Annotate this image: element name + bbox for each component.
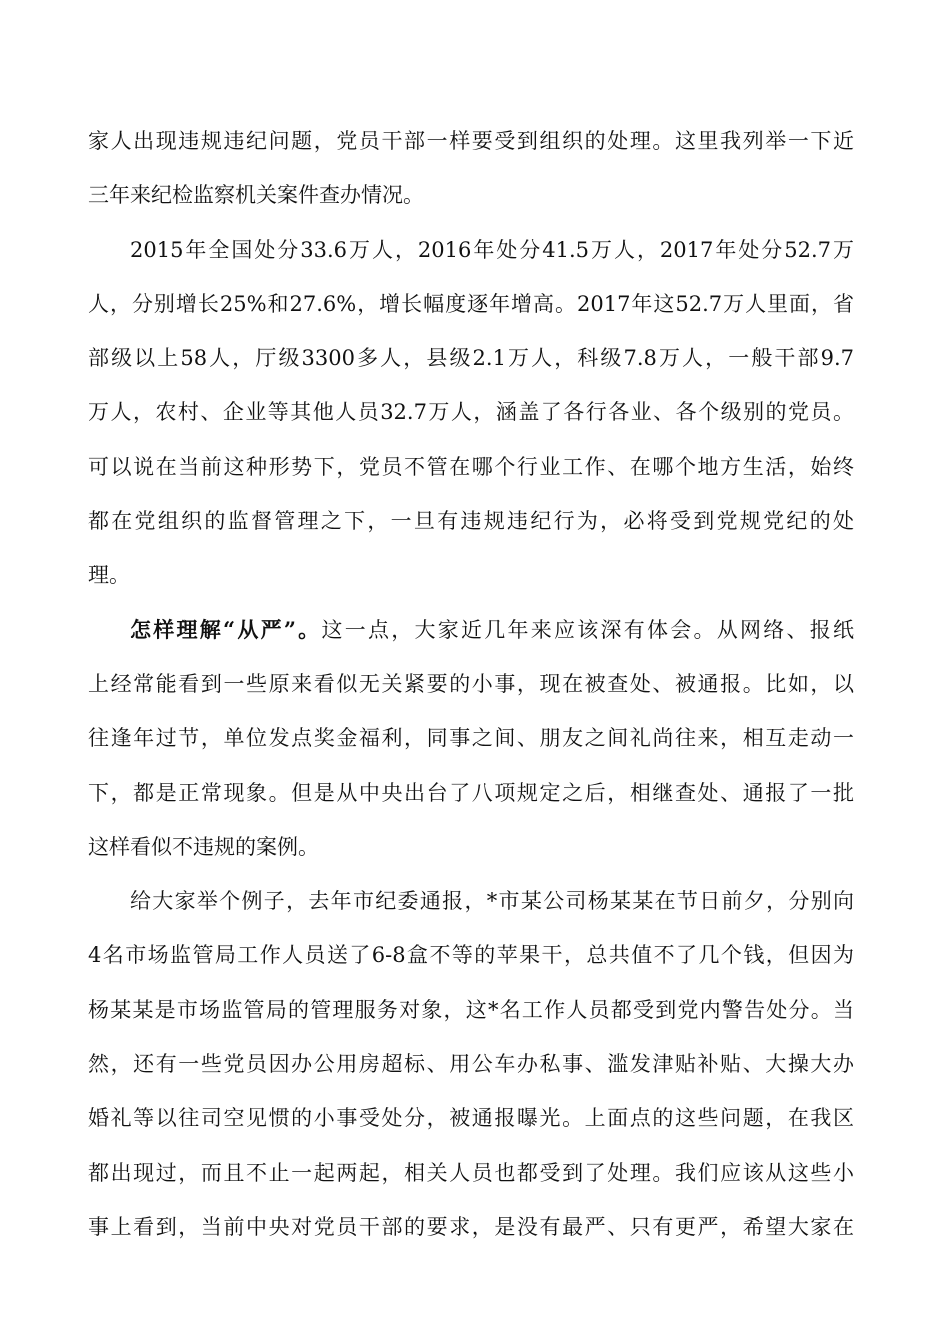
text-line: 上经常能看到一些原来看似无关紧要的小事，现在被查处、被通报。比如，以 xyxy=(88,671,854,696)
text-line: 事上看到，当前中央对党员干部的要求，是没有最严、只有更严，希望大家在 xyxy=(88,1214,854,1239)
paragraph-2 xyxy=(88,235,854,615)
text-line: 给大家举个例子，去年市纪委通报，*市某公司杨某某在节日前夕，分别向 xyxy=(130,889,854,914)
text-line: 这样看似不违规的案例。 xyxy=(88,834,319,859)
paragraph-1 xyxy=(88,126,854,235)
text-line: 家人出现违规违纪问题，党员干部一样要受到组织的处理。这里我列举一下近 xyxy=(88,129,854,153)
text-line: 可以说在当前这种形势下，党员不管在哪个行业工作、在哪个地方生活，始终 xyxy=(88,454,854,479)
text-line: 人，分别增长25%和27.6%，增长幅度逐年增高。2017年这52.7万人里面，省 xyxy=(88,291,854,316)
text-line: 万人，农村、企业等其他人员32.7万人，涵盖了各行各业、各个级别的党员。 xyxy=(88,400,854,425)
text-run: 这一点，大家近几年来应该深有体会。从网络、报纸 xyxy=(321,617,854,642)
text-line: 都出现过，而且不止一起两起，相关人员也都受到了处理。我们应该从这些小 xyxy=(88,1160,854,1185)
paragraph-4 xyxy=(88,886,854,1266)
text-line: 然，还有一些党员因办公用房超标、用公车办私事、滥发津贴补贴、大操大办 xyxy=(88,1052,854,1077)
text-line: 三年来纪检监察机关案件查办情况。 xyxy=(88,183,424,208)
text-line: 4名市场监管局工作人员送了6-8盒不等的苹果干，总共值不了几个钱，但因为 xyxy=(88,943,854,968)
text-line: 下，都是正常现象。但是从中央出台了八项规定之后，相继查处、通报了一批 xyxy=(88,780,854,805)
text-line: 部级以上58人，厅级3300多人，县级2.1万人，科级7.8万人，一般干部9.7 xyxy=(88,346,854,371)
text-line: 都在党组织的监督管理之下，一旦有违规违纪行为，必将受到党规党纪的处 xyxy=(88,509,854,534)
text-line: 往逢年过节，单位发点奖金福利，同事之间、朋友之间礼尚往来，相互走动一 xyxy=(88,726,854,751)
text-line: 婚礼等以往司空见惯的小事受处分，被通报曝光。上面点的这些问题，在我区 xyxy=(88,1106,854,1131)
text-line: 2015年全国处分33.6万人，2016年处分41.5万人，2017年处分52.7万 xyxy=(130,237,854,262)
document-body xyxy=(88,126,854,1266)
paragraph-3 xyxy=(88,615,854,886)
section-heading: 怎样理解“从严”。 xyxy=(130,616,322,642)
text-line xyxy=(88,615,854,669)
text-line: 理。 xyxy=(88,563,130,588)
text-line: 杨某某是市场监管局的管理服务对象，这*名工作人员都受到党内警告处分。当 xyxy=(88,997,854,1022)
